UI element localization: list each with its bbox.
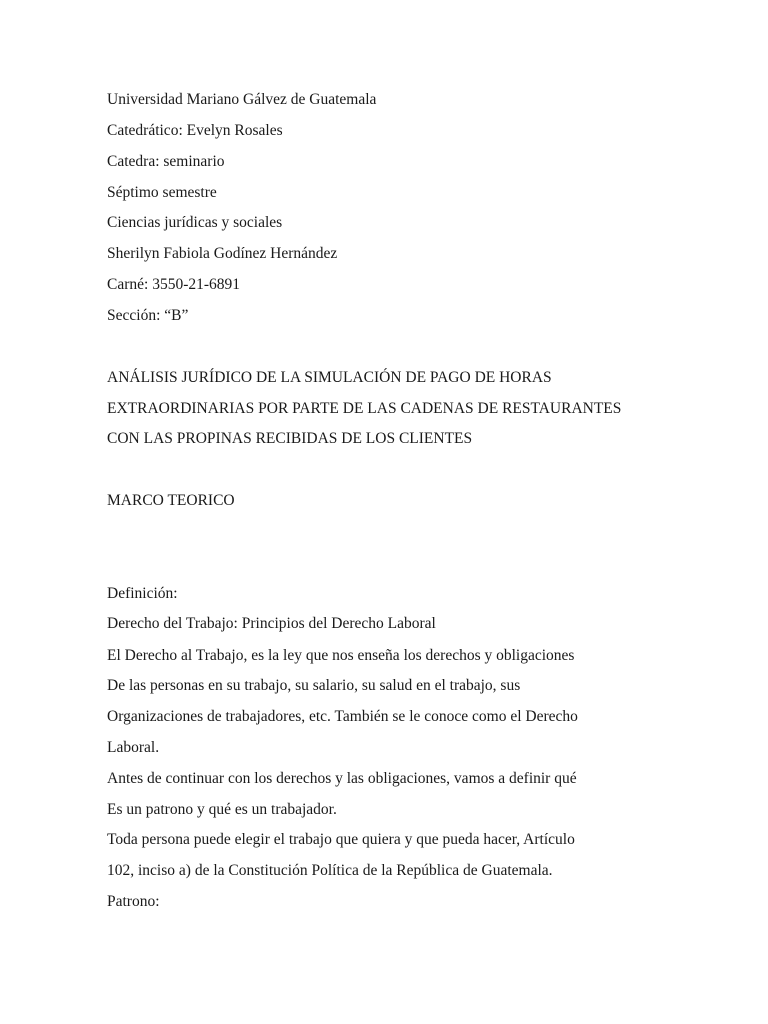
course-line: Catedra: seminario xyxy=(107,153,225,170)
student-id-line: Carné: 3550-21-6891 xyxy=(107,276,241,293)
body-line: 102, inciso a) de la Constitución Política de la República de Guatemala. xyxy=(107,862,553,879)
body-line: Es un patrono y qué es un trabajador. xyxy=(107,801,337,818)
section-line: Sección: “B” xyxy=(107,307,189,324)
faculty-line: Ciencias jurídicas y sociales xyxy=(107,214,283,231)
body-line: Antes de continuar con los derechos y las obligaciones, vamos a definir qué xyxy=(107,770,577,787)
body-line: El Derecho al Trabajo, es la ley que nos enseña los derechos y obligaciones xyxy=(107,647,575,664)
body-line-patrono: Patrono: xyxy=(107,893,160,910)
student-name: Sherilyn Fabiola Godínez Hernández xyxy=(107,245,338,262)
body-line: Derecho del Trabajo: Principios del Derecho Laboral xyxy=(107,615,436,632)
body-line: Organizaciones de trabajadores, etc. También se le conoce como el Derecho xyxy=(107,708,578,725)
document-title-line-1: ANÁLISIS JURÍDICO DE LA SIMULACIÓN DE PAGO DE HORAS xyxy=(107,369,552,386)
body-line: De las personas en su trabajo, su salario, su salud en el trabajo, sus xyxy=(107,677,521,694)
document-title-line-2: EXTRAORDINARIAS POR PARTE DE LAS CADENAS DE RESTAURANTES xyxy=(107,400,622,417)
body-line-definition: Definición: xyxy=(107,585,178,602)
professor-line: Catedrático: Evelyn Rosales xyxy=(107,122,283,139)
body-line: Laboral. xyxy=(107,739,160,756)
section-heading: MARCO TEORICO xyxy=(107,492,235,509)
semester-line: Séptimo semestre xyxy=(107,184,217,201)
body-line: Toda persona puede elegir el trabajo que quiera y que pueda hacer, Artículo xyxy=(107,831,575,848)
university-name: Universidad Mariano Gálvez de Guatemala xyxy=(107,91,377,108)
document-title-line-3: CON LAS PROPINAS RECIBIDAS DE LOS CLIENTES xyxy=(107,430,473,447)
